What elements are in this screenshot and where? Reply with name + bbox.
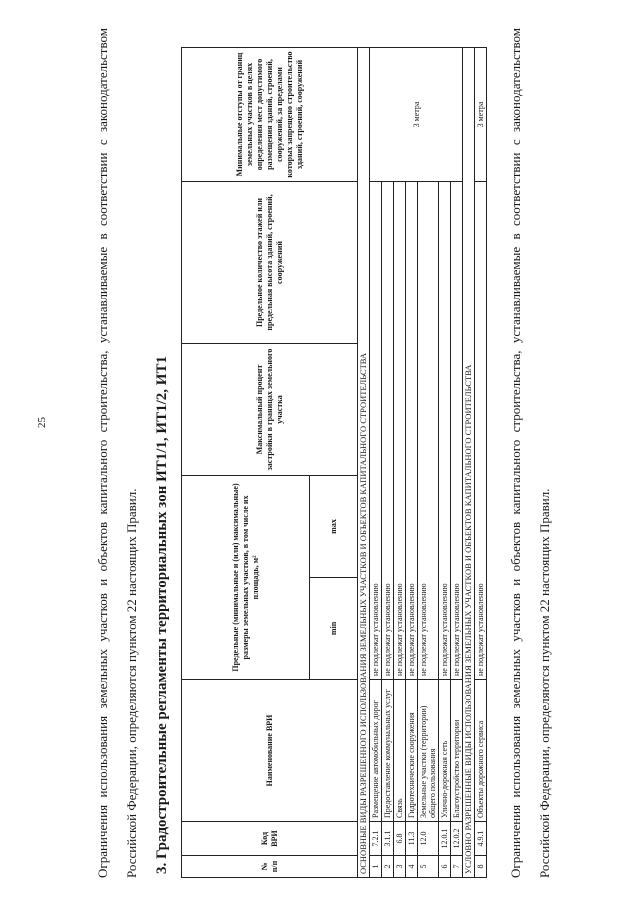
row-name: Размещение автомобильных дорог: [370, 680, 382, 822]
row-num: 8: [475, 856, 487, 878]
row-setback: 3 метра: [370, 48, 463, 182]
row-name: Объекты дорожного сервиса: [475, 680, 487, 822]
row-code: 12.0.1: [439, 822, 451, 856]
header-floors: Предельное количество этажей или предельная высота зданий, строений, сооружений: [182, 182, 358, 344]
row-value: не подлежат установлению: [406, 182, 418, 680]
row-value: не подлежат установлению: [439, 182, 451, 680]
header-sizes: Предельные (минимальные и (или) максимальные) размеры земельных участков, в том числе их площадь, м²: [182, 476, 310, 680]
row-setback: 3 метра: [475, 48, 487, 182]
row-value: не подлежат установлению: [394, 182, 406, 680]
row-value: не подлежат установлению: [451, 182, 463, 680]
header-min: min: [310, 578, 358, 680]
header-code: Код ВРИ: [182, 822, 358, 856]
row-code: 7.2.1: [370, 822, 382, 856]
row-name: Улично-дорожная сеть: [439, 680, 451, 822]
section-heading: 3. Градостроительные регламенты территориальных зон ИТ1/1, ИТ1/2, ИТ1: [154, 356, 170, 874]
row-code: 4.9.1: [475, 822, 487, 856]
row-code: 12.0: [418, 822, 439, 856]
row-num: 6: [439, 856, 451, 878]
row-name: Гидротехнические сооружения: [406, 680, 418, 822]
header-percent: Максимальный процент застройки в границах земельного участка: [182, 344, 358, 476]
row-value: не подлежат установлению: [382, 182, 394, 680]
row-name: Предоставление коммунальных услуг: [382, 680, 394, 822]
row-code: 11.3: [406, 822, 418, 856]
row-value: не подлежат установлению: [475, 182, 487, 680]
row-name: Земельные участки (территории) общего пользования: [418, 680, 439, 822]
header-max: max: [310, 476, 358, 578]
section-main-title: ОСНОВНЫЕ ВИДЫ РАЗРЕШЕННОГО ИСПОЛЬЗОВАНИЯ ЗЕМЕЛЬНЫХ УЧАСТКОВ И ОБЪЕКТОВ КАПИТАЛЬНОГО СТРОИТЕЛЬСТВА: [358, 48, 370, 878]
header-num: № п/п: [182, 856, 358, 878]
row-name: Связь: [394, 680, 406, 822]
header-setback: Минимальные отступы от границ земельных участков в целях определения мест допустимого размещения зданий, строений, сооружений, за пределами которых запрещено строительство зданий, строений, сооружений: [182, 48, 358, 182]
row-num: 2: [382, 856, 394, 878]
page-number: 25: [36, 417, 48, 428]
header-name: Наименование ВРИ: [182, 680, 358, 822]
regulations-table: [181, 47, 487, 878]
row-code: 6.8: [394, 822, 406, 856]
rotated-page-content: [88, 28, 558, 878]
row-num: 3: [394, 856, 406, 878]
section-conditional-title: УСЛОВНО РАЗРЕШЕННЫЕ ВИДЫ ИСПОЛЬЗОВАНИЯ ЗЕМЕЛЬНЫХ УЧАСТКОВ И ОБЪЕКТОВ КАПИТАЛЬНОГО СТРОИТЕЛЬСТВА: [463, 48, 475, 878]
row-code: 3.1.1: [382, 822, 394, 856]
restrictions-paragraph-bottom: Ограничения использования земельных участков и объектов капитального строительства, устанавливаемые в соответствии с законодательством Российской Федерации, определяются пунктом 22 настоящих Правил.: [508, 28, 552, 878]
restrictions-paragraph-top: Ограничения использования земельных участков и объектов капитального строительства, устанавливаемые в соответствии с законодательством Российской Федерации, определяются пунктом 22 настоящих Правил.: [95, 28, 139, 878]
row-num: 4: [406, 856, 418, 878]
row-num: 5: [418, 856, 439, 878]
row-num: 7: [451, 856, 463, 878]
row-value: не подлежат установлению: [418, 182, 439, 680]
row-value: не подлежат установлению: [370, 182, 382, 680]
table-row: [475, 48, 487, 878]
row-num: 1: [370, 856, 382, 878]
row-name: Благоустройство территории: [451, 680, 463, 822]
table-row: [370, 48, 382, 878]
row-code: 12.0.2: [451, 822, 463, 856]
